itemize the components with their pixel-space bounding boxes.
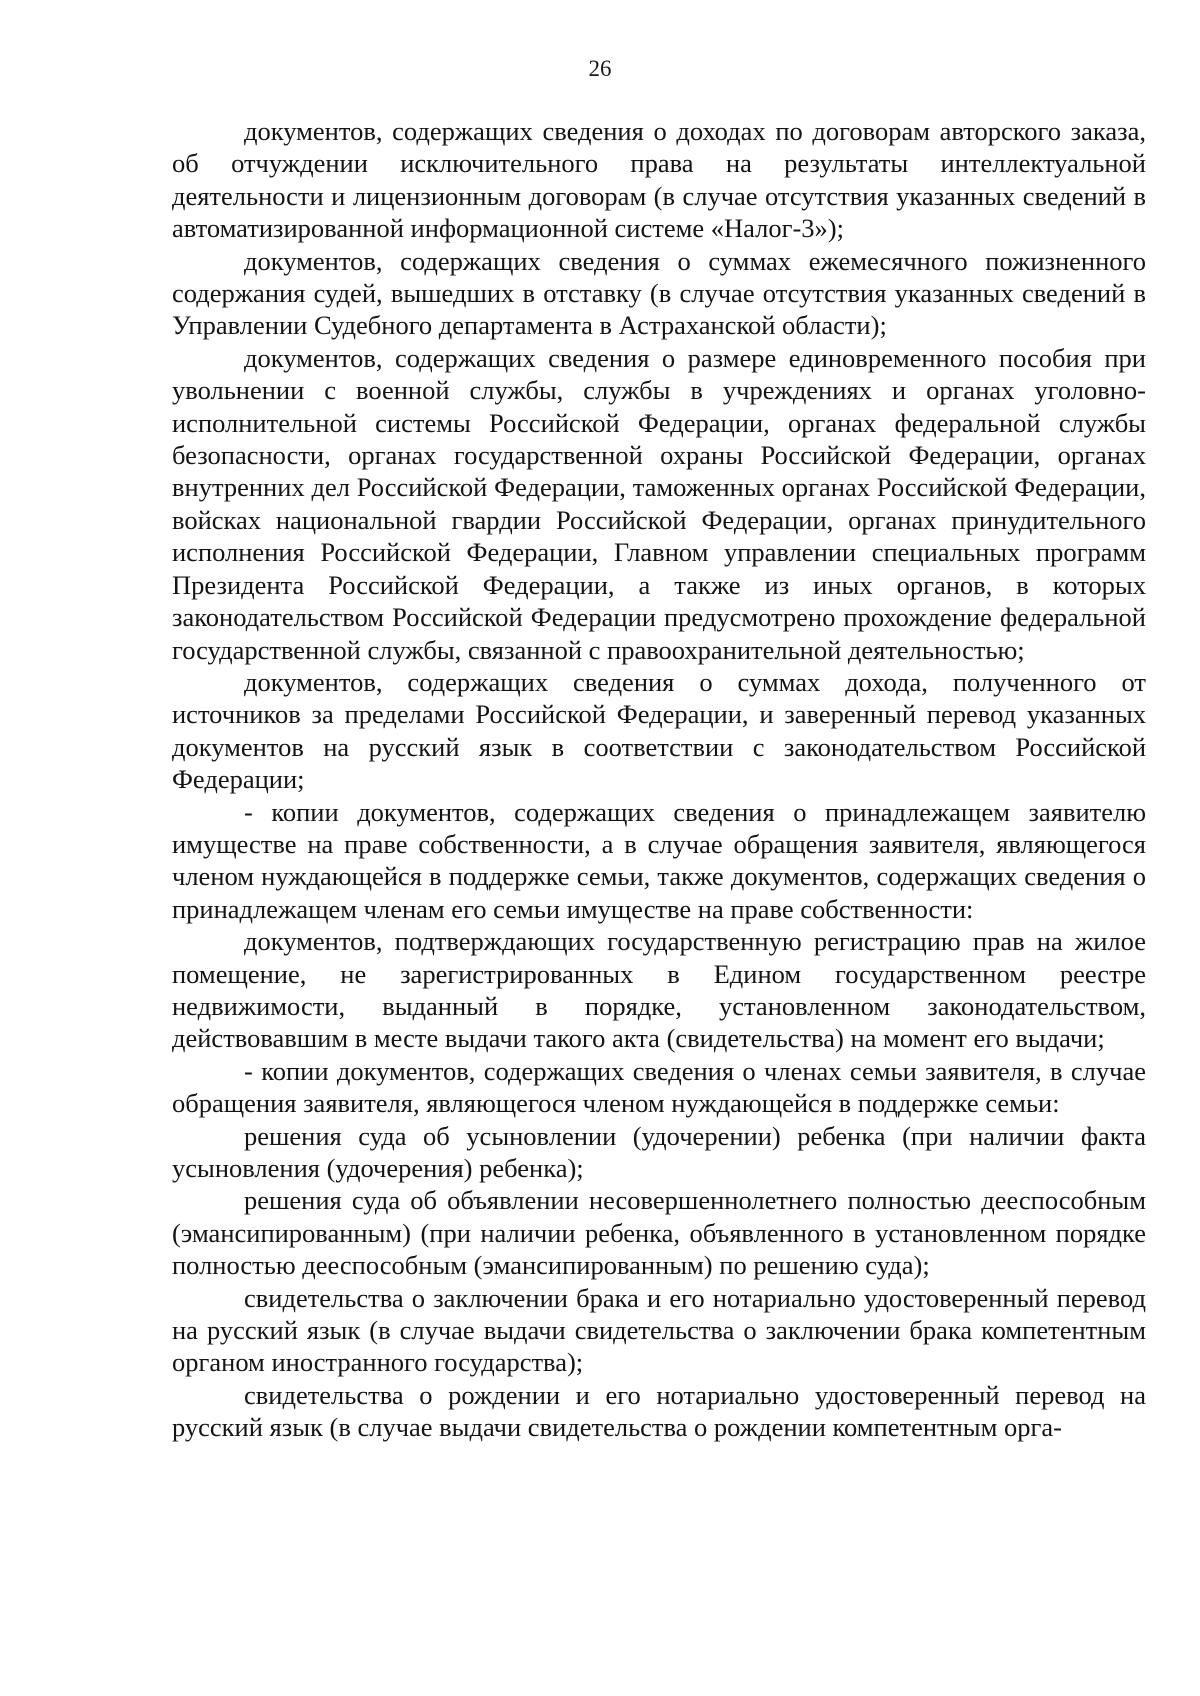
document-body [172,115,1146,1444]
paragraph-foreign-income: документов, содержащих сведения о суммах дохода, полученного от источников за пределами Российской Федерации, и заверенный перевод указанных документов на русский язык в соответствии с законодательством Российской Федерации; [172,666,1146,795]
paragraph-housing-registration: документов, подтверждающих государственную регистрацию прав на жилое помещение, не зарегистрированных в Едином государственном реестре недвижимости, выданный в порядке, установленном законодательством, действовавшим в месте выдачи такого акта (свидетельства) на момент его выдачи; [172,926,1146,1054]
paragraph-marriage-certificate: свидетельства о заключении брака и его нотариально удостоверенный перевод на русский язык (в случае выдачи свидетельства о заключении брака компетентным органом иностранного государства); [172,1282,1146,1378]
paragraph-judges-allowance: документов, содержащих сведения о суммах ежемесячного пожизненного содержания судей, вышедших в отставку (в случае отсутствия указанных сведений в Управлении Судебного департамента в Астраханской области); [172,245,1146,341]
paragraph-birth-certificate: свидетельства о рождении и его нотариально удостоверенный перевод на русский язык (в случае выдачи свидетельства о рождении компетентным орга- [172,1379,1146,1443]
paragraph-discharge-allowance: документов, содержащих сведения о размере единовременного пособия при увольнении с военной службы, службы в учреждениях и органах уголовно-исполнительной системы Российской Федерации, органах федеральной службы безопасности, органах государственной охраны Российской Федерации, органах внутренних дел Российской Федерации, таможенных органах Российской Федерации, войсках национальной гвардии Российской Федерации, органах принудительного исполнения Российской Федерации, Главном управлении специальных программ Президента Российской Федерации, а также из иных органов, в которых законодательством Российской Федерации предусмотрено прохождение федеральной государственной службы, связанной с правоохранительной деятельностью; [172,342,1146,665]
paragraph-family-documents: - копии документов, содержащих сведения о членах семьи заявителя, в случае обращения заявителя, являющегося членом нуждающейся в поддержке семьи: [172,1055,1146,1119]
paragraph-property-documents: - копии документов, содержащих сведения о принадлежащем заявителю имуществе на праве собственности, а в случае обращения заявителя, являющегося членом нуждающейся в поддержке семьи, также документов, содержащих сведения о принадлежащем членам его семьи имуществе на праве собственности: [172,796,1146,924]
paragraph-emancipation-decision: решения суда об объявлении несовершеннолетнего полностью дееспособным (эмансипированным) (при наличии ребенка, объявленного в установленном порядке полностью дееспособным (эмансипированным) по решению суда); [172,1185,1146,1281]
paragraph-adoption-decision: решения суда об усыновлении (удочерении) ребенка (при наличии факта усыновления (удочерения) ребенка); [172,1120,1146,1183]
paragraph-income-author-contracts: документов, содержащих сведения о доходах по договорам авторского заказа, об отчуждении исключительного права на результаты интеллектуальной деятельности и лицензионным договорам (в случае отсутствия указанных сведений в автоматизированной информационной системе «Налог-3»); [172,116,1146,244]
page-number: 26 [588,56,612,81]
